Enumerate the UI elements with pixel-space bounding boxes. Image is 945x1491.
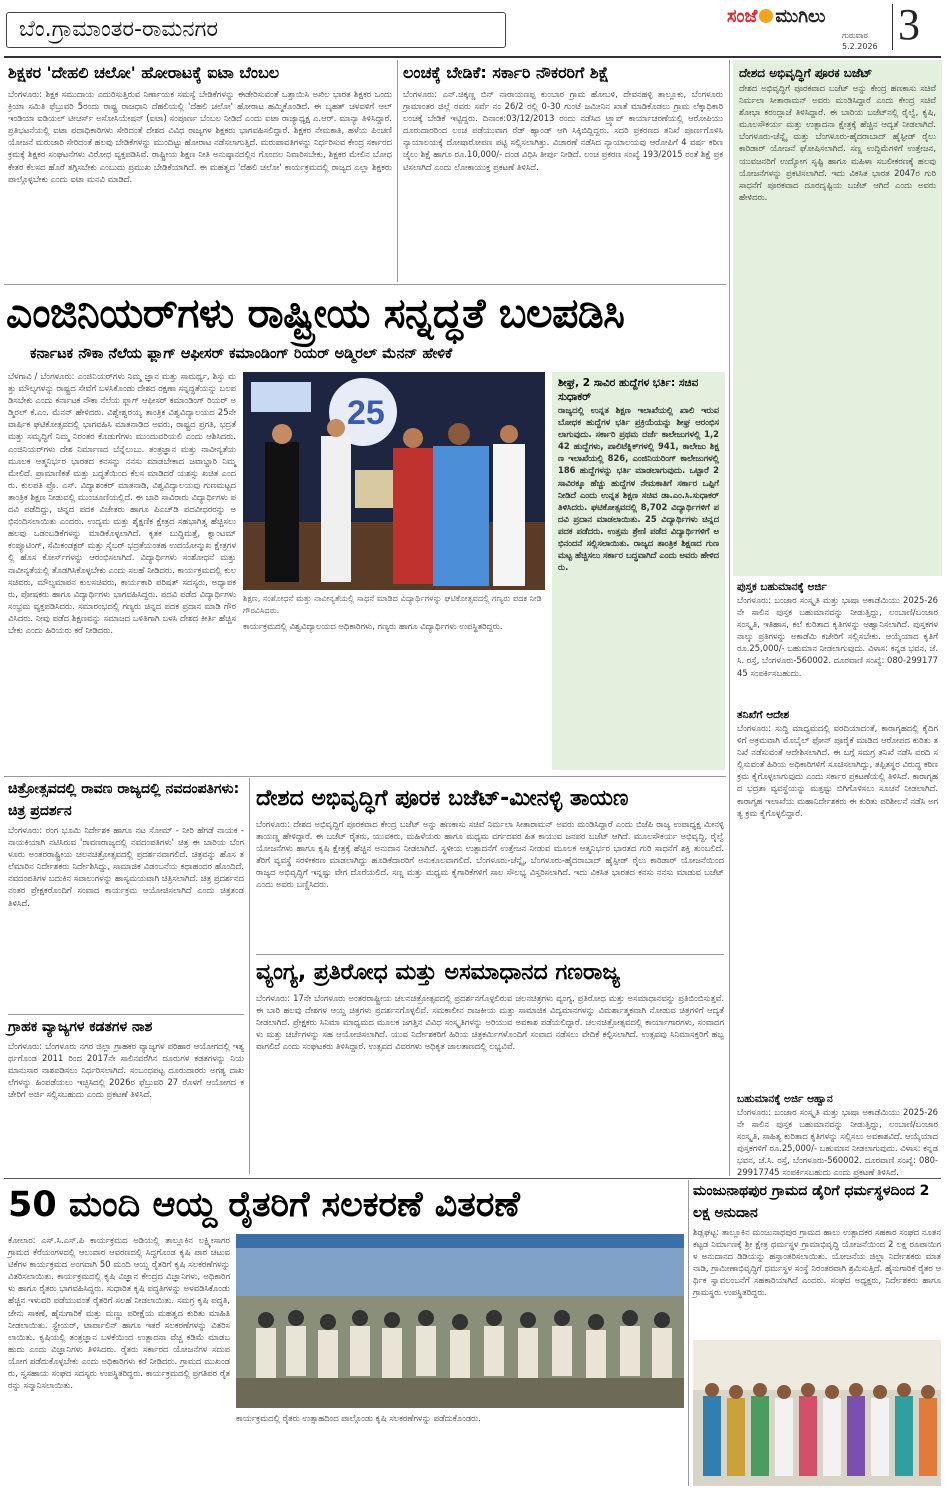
svg-text:25: 25: [347, 394, 385, 432]
a9-box: [733, 1092, 942, 1176]
sidebox-body: ರಾಜ್ಯದಲ್ಲಿ ಉನ್ನತ ಶಿಕ್ಷಣ ಇಲಾಖೆಯಲ್ಲಿ ಖಾಲಿ ಇರುವ ಬೋಧಕ ಹುದ್ದೆಗಳ ಭರ್ತಿ ಪ್ರಕ್ರಿಯೆಯನ್ನು ಶೀಘ್ರ ಆರಂಭಿಸಲಾಗುವುದು. ಸರ್ಕಾರಿ ಪ್ರಥಮ ದರ್ಜೆ ಕಾಲೇಜುಗಳಲ್ಲಿ 1,242 ಹುದ್ದೆಗಳು, ಪಾಲಿಟೆಕ್ನಿಕ್‌ಗಳಲ್ಲಿ 941, ಕಾಲೇಜು ಶಿಕ್ಷಣ ಇಲಾಖೆಯಲ್ಲಿ 826, ಎಂಜಿನಿಯರಿಂಗ್ ಕಾಲೇಜುಗಳಲ್ಲಿ 186 ಹುದ್ದೆಗಳನ್ನು ಭರ್ತಿ ಮಾಡಲಾಗುವುದು. ಒಟ್ಟಾರೆ 2 ಸಾವಿರಕ್ಕೂ ಹೆಚ್ಚು ಹುದ್ದೆಗಳ ನೇಮಕಾತಿಗೆ ಸರ್ಕಾರ ಒಪ್ಪಿಗೆ ನೀಡಿದೆ ಎಂದು ಉನ್ನತ ಶಿಕ್ಷಣ ಸಚಿವ ಡಾ.ಎಂ.ಸಿ.ಸುಧಾಕರ್ ತಿಳಿಸಿದರು. ಘಟಿಕೋತ್ಸವದಲ್ಲಿ 8,702 ವಿದ್ಯಾರ್ಥಿಗಳಿಗೆ ಪದವಿ ಪ್ರದಾನ ಮಾಡಲಾಯಿತು. 25 ವಿದ್ಯಾರ್ಥಿಗಳು ಚಿನ್ನದ ಪದಕ ಪಡೆದರು. ಉತ್ತಮ ಶ್ರೇಣಿ ಪಡೆದ ವಿದ್ಯಾರ್ಥಿಗಳಿಗೆ ಅಭಿನಂದನೆ ಸಲ್ಲಿಸಲಾಯಿತು. ರಾಜ್ಯದ ತಾಂತ್ರಿಕ ಶಿಕ್ಷಣದ ಗುಣಮಟ್ಟ ಹೆಚ್ಚಿಸಲು ಸರ್ಕಾರ ಬದ್ಧವಾಗಿದೆ ಎಂದು ಅವರು ಹೇಳಿದರು.: [558, 405, 719, 573]
sidebox-headline: ಶೀಘ್ರ, 2 ಸಾವಿರ ಹುದ್ದೆಗಳ ಭರ್ತಿ: ಸಚಿವ ಸುಧಾಕರ್: [558, 377, 699, 403]
a1-body: ಬೆಂಗಳೂರು: ಶಿಕ್ಷಕ ಸಮುದಾಯ ಎದುರಿಸುತ್ತಿರುವ ನಿರ್ಣಾಯಕ ಸಮಸ್ಯೆ ಬೇಡಿಕೆಗಳನ್ನು ಈಡೇರಿಸುವಂತೆ ಒತ್ತಾಯಿಸಿ ಅಖಿಲ ಭಾರತ ಶಿಕ್ಷಕರ ಒಂದು ಕ್ರಿಯಾ ಸಮಿತಿ ಫೆಬ್ರುವರಿ 5ರಂದು ರಾಷ್ಟ್ರ ರಾಜಧಾನಿ ದೆಹಲಿಯಲ್ಲಿ 'ದೆಹಲಿ ಚಲೋ' ಹೋರಾಟ ಹಮ್ಮಿಕೊಂಡಿದೆ. ಈ ಬೃಹತ್ ಚಳವಳಿಗೆ ಆಲ್ ಇಂಡಿಯಾ ಐಡಿಯಲ್ ಟೀಚರ್ಸ್ ಅಸೋಸಿಯೇಷನ್ (ಐಟಾ) ಸಂಪೂರ್ಣ ಬೆಂಬಲ ನೀಡಿದೆ ಎಂದು ಐಟಾ ರಾಜ್ಯಾಧ್ಯಕ್ಷ ಎ.ಆರ್. ಮಾನ್ಯಾ ತಿಳಿಸಿದ್ದಾರೆ. ಪ್ರತಿಭಟನೆಯಲ್ಲಿ ಐಟಾ ಪದಾಧಿಕಾರಿಗಳು ಸೇರಿದಂತೆ ದೇಶದ ವಿವಿಧ ರಾಜ್ಯಗಳ ಶಿಕ್ಷಕರು ಭಾಗವಹಿಸಲಿದ್ದಾರೆ. ಶಿಕ್ಷಕರ ನೇಮಕಾತಿ, ಹಳೆಯ ಪಿಂಚಣಿ ಯೋಜನೆ ಮರುಜಾರಿ ಸೇರಿದಂತೆ ಹಲವು ಬೇಡಿಕೆಗಳನ್ನು ಮುಂದಿಟ್ಟು ಹೋರಾಟ ನಡೆಸಲಾಗುತ್ತಿದೆ. ಮರುಪಾವತಿಗಳನ್ನು ನಿರ್ಧರಿಸುವ ಕೇಂದ್ರ ಸರ್ಕಾರದ ಕ್ರಮಕ್ಕೆ ಶಿಕ್ಷಕರ ಸಂಘಟನೆಗಳು ವಿರೋಧ ವ್ಯಕ್ತಪಡಿಸಿವೆ. ರಾಷ್ಟ್ರೀಯ ಶಿಕ್ಷಣ ನೀತಿ ಅನುಷ್ಠಾನದಲ್ಲಿನ ಗೊಂದಲ ನಿವಾರಿಸಬೇಕು, ಶಿಕ್ಷಕರ ಮೇಲಿನ ಬೋಧಕೇತರ ಕೆಲಸದ ಹೊರೆ ತಗ್ಗಿಸಬೇಕು ಎಂಬುದು ಪ್ರಮುಖ ಬೇಡಿಕೆಯಾಗಿದೆ. ಈ ಮಹತ್ವದ 'ದೆಹಲಿ ಚಲೋ' ಕಾರ್ಯಕ್ರಮದಲ್ಲಿ ರಾಜ್ಯದ ಎಲ್ಲಾ ಶಿಕ್ಷಕರು ಪಾಲ್ಗೊಳ್ಳಬೇಕು ಎಂದು ಐಟಾ ಮನವಿ ಮಾಡಿದೆ.: [8, 89, 392, 184]
farmers-group-photo: [236, 1234, 684, 1408]
rule-a8-a10: [256, 954, 724, 955]
a3-body: ದೇಶದ ಅಭಿವೃದ್ಧಿಗೆ ಪೂರಕವಾದ ಬಜೆಟ್ ಅನ್ನು ಕೇಂದ್ರ ಹಣಕಾಸು ಸಚಿವೆ ನಿರ್ಮಲಾ ಸೀತಾರಾಮನ್ ಅವರು ಮಂಡಿಸಿದ್ದಾರೆ ಎಂದು ಕೇಂದ್ರ ಸಚಿವೆ ಶೋಭಾ ಕರಂದ್ಲಾಜೆ ತಿಳಿಸಿದ್ದಾರೆ. ಈ ಬಾರಿಯ ಬಜೆಟ್‌ನಲ್ಲಿ ರೈಲ್ವೆ, ಕೃಷಿ, ಮೂಲಸೌಕರ್ಯ ಮತ್ತು ಉತ್ಪಾದನಾ ಕ್ಷೇತ್ರಕ್ಕೆ ಹೆಚ್ಚಿನ ಆದ್ಯತೆ ನೀಡಲಾಗಿದೆ. ಬೆಂಗಳೂರು-ಚೆನ್ನೈ ಮತ್ತು ಬೆಂಗಳೂರು-ಹೈದರಾಬಾದ್ ಹೈಸ್ಪೀಡ್ ರೈಲು ಕಾರಿಡಾರ್ ಯೋಜನೆ ಘೋಷಿಸಲಾಗಿದೆ. ಸಣ್ಣ ಉದ್ದಿಮೆಗಳಿಗೆ ಉತ್ತೇಜನ, ಯುವಜನರಿಗೆ ಉದ್ಯೋಗ ಸೃಷ್ಟಿ ಹಾಗೂ ಮಹಿಳಾ ಸಬಲೀಕರಣಕ್ಕೆ ಹಲವು ಯೋಜನೆಗಳನ್ನು ಪ್ರಕಟಿಸಲಾಗಿದೆ. ಇದು ವಿಕಸಿತ ಭಾರತ 2047ರ ಗುರಿ ಸಾಧನೆಗೆ ಪೂರಕವಾದ ದೂರದೃಷ್ಟಿಯ ಬಜೆಟ್ ಆಗಿದೆ ಎಂದು ಅವರು ಹೇಳಿದರು.: [739, 83, 936, 202]
rule-band2-left: [249, 778, 250, 1174]
a11-body-col2: ಕಾರ್ಯಕ್ರಮದಲ್ಲಿ ರೈತರು ಉತ್ಸಾಹದಿಂದ ಪಾಲ್ಗೊಂಡು ಕೃಷಿ ಸಲಕರಣೆಗಳನ್ನು ಪಡೆದುಕೊಂಡರು.: [236, 1413, 481, 1423]
lead-subheadline: ಕರ್ನಾಟಕ ನೌಕಾ ನೆಲೆಯ ಫ್ಲಾಗ್ ಆಫೀಸರ್ ಕಮಾಂಡಿಂಗ್ ರಿಯರ್ ಅಡ್ಮಿರಲ್ ಮೆನನ್ ಹೇಳಿಕೆ: [30, 346, 453, 362]
a4-body: ಬೆಂಗಳೂರು: ಬಂಜಾರ ಸಂಸ್ಕೃತಿ ಮತ್ತು ಭಾಷಾ ಅಕಾಡೆಮಿಯು 2025-26ನೇ ಸಾಲಿನ ಪುಸ್ತಕ ಬಹುಮಾನವನ್ನು ನೀಡುತ್ತಿದ್ದು, ಲಂಬಾಣಿ/ಬಂಜಾರ ಸಂಸ್ಕೃತಿ, ಇತಿಹಾಸ, ಕಲೆ ಕುರಿತಾದ ಕೃತಿಗಳನ್ನು ಆಹ್ವಾನಿಸಲಾಗಿದೆ. ಪುಸ್ತಕಗಳ ನಾಲ್ಕು ಪ್ರತಿಗಳನ್ನು ಅಕಾಡೆಮಿ ಕಚೇರಿಗೆ ಸಲ್ಲಿಸಬೇಕು. ಆಯ್ಕೆಯಾದ ಕೃತಿಗೆ ರೂ.25,000/- ಬಹುಮಾನ ನೀಡಲಾಗುವುದು. ವಿಳಾಸ: ಕನ್ನಡ ಭವನ, ಜೆ.ಸಿ. ರಸ್ತೆ, ಬೆಂಗಳೂರು-560002. ದೂರವಾಣಿ ಸಂಖ್ಯೆ: 080-29917745 ಸಂಪರ್ಕಿಸಬಹುದು.: [737, 595, 938, 678]
a11-headline: 50 ಮಂದಿ ಆಯ್ದ ರೈತರಿಗೆ ಸಲಕರಣೆ ವಿತರಣೆ: [8, 1185, 520, 1225]
issue-date: 5.2.2026: [842, 42, 878, 51]
rule-above-band2: [4, 776, 726, 777]
dairy-grant-photo: [693, 1340, 941, 1486]
a8-body: ಬೆಂಗಳೂರು: ದೇಶದ ಅಭಿವೃದ್ಧಿಗೆ ಪೂರಕವಾದ ಕೇಂದ್ರ ಬಜೆಟ್ ಅನ್ನು ಹಣಕಾಸು ಸಚಿವೆ ನಿರ್ಮಲಾ ಸೀತಾರಾಮನ್ ಅವರು ಮಂಡಿಸಿದ್ದಾರೆ ಎಂದು ಬಿಜೆಪಿ ರಾಜ್ಯ ಉಪಾಧ್ಯಕ್ಷ ಮೀನಳ್ಳಿ ತಾಯಣ್ಣ ಹೇಳಿದ್ದಾರೆ. ಈ ಬಜೆಟ್ ರೈತರು, ಯುವಕರು, ಮಹಿಳೆಯರು ಹಾಗೂ ಮಧ್ಯಮ ವರ್ಗದವರ ಹಿತ ಕಾಯುವ ಜನಪರ ಬಜೆಟ್ ಆಗಿದೆ. ಮೂಲಸೌಕರ್ಯ ಅಭಿವೃದ್ಧಿ, ರೈಲ್ವೆ ಯೋಜನೆಗಳು ಹಾಗೂ ಕೃಷಿ ಕ್ಷೇತ್ರಕ್ಕೆ ಹೆಚ್ಚಿನ ಅನುದಾನ ನೀಡಲಾಗಿದೆ. ಸ್ಥಳೀಯ ಉತ್ಪಾದನೆಗೆ ಉತ್ತೇಜನ ನೀಡುವ ಮೂಲಕ ಆತ್ಮನಿರ್ಭರ ಭಾರತದ ಗುರಿ ಸಾಧನೆಗೆ ಶಕ್ತಿ ತುಂಬಲಿದೆ. ತೆರಿಗೆ ವ್ಯವಸ್ಥೆ ಸರಳೀಕರಣ ಮಾಡಲಾಗಿದ್ದು ಹೂಡಿಕೆದಾರರಿಗೆ ಅನುಕೂಲವಾಗಲಿದೆ. ಬೆಂಗಳೂರು-ಚೆನ್ನೈ, ಬೆಂಗಳೂರು-ಹೈದರಾಬಾದ್ ಹೈಸ್ಪೀಡ್ ರೈಲು ಕಾರಿಡಾರ್ ಯೋಜನೆಯಿಂದ ರಾಜ್ಯದ ಅಭಿವೃದ್ಧಿಗೆ ಇನ್ನಷ್ಟು ವೇಗ ದೊರೆಯಲಿದೆ. ಸಣ್ಣ ಮತ್ತು ಮಧ್ಯಮ ಕೈಗಾರಿಕೆಗಳಿಗೆ ಸಾಲ ಸೌಲಭ್ಯ ವಿಸ್ತರಿಸಲಾಗಿದೆ. ಇದು ವಿಕಸಿತ ಭಾರತದ ಕನಸು ನನಸು ಮಾಡುವ ಬಜೆಟ್ ಎಂದು ಅವರು ಬಣ್ಣಿಸಿದರು.: [256, 819, 724, 890]
rule-a1-a2: [397, 60, 398, 282]
masthead-rule: [4, 56, 941, 58]
a10-body: ಬೆಂಗಳೂರು: 17ನೇ ಬೆಂಗಳೂರು ಅಂತರರಾಷ್ಟ್ರೀಯ ಚಲನಚಿತ್ರೋತ್ಸವದಲ್ಲಿ ಪ್ರದರ್ಶನಗೊಳ್ಳಲಿರುವ ಚಲನಚಿತ್ರಗಳು ವ್ಯಂಗ್ಯ, ಪ್ರತಿರೋಧ ಮತ್ತು ಅಸಮಾಧಾನವನ್ನು ಪ್ರತಿಬಿಂಬಿಸುತ್ತವೆ. ಈ ಬಾರಿ ಹಲವು ದೇಶಗಳ ಆಯ್ದ ಚಿತ್ರಗಳು ಪ್ರದರ್ಶನಗೊಳ್ಳಲಿವೆ. ಸಮಕಾಲೀನ ರಾಜಕೀಯ ಮತ್ತು ಸಾಮಾಜಿಕ ವಿದ್ಯಮಾನಗಳನ್ನು ವಿಮರ್ಶಾತ್ಮಕವಾಗಿ ನೋಡುವ ಚಿತ್ರಗಳಿಗೆ ಆದ್ಯತೆ ನೀಡಲಾಗಿದೆ. ಪ್ರೇಕ್ಷಕರು ಸಿನಿಮಾ ಮಾಧ್ಯಮದ ಮೂಲಕ ಜಗತ್ತಿನ ವಿವಿಧ ಸಂಸ್ಕೃತಿಗಳನ್ನು ಅರಿಯುವ ಅವಕಾಶ ಪಡೆಯಲಿದ್ದಾರೆ. ಚಲನಚಿತ್ರೋತ್ಸವದಲ್ಲಿ ಕಾರ್ಯಾಗಾರಗಳು, ಸಂವಾದಗಳು ಮತ್ತು ಚರ್ಚೆಗಳನ್ನು ಸಹ ಆಯೋಜಿಸಲಾಗಿದೆ. ಯುವ ನಿರ್ದೇಶಕರಿಗೆ ಹಿರಿಯ ಚಿತ್ರಕರ್ಮಿಗಳೊಂದಿಗೆ ಸಂವಾದ ನಡೆಸಲು ವೇದಿಕೆ ಕಲ್ಪಿಸಲಾಗಿದೆ. ಉತ್ಸವವು ಸಿನಿಮಾಸಕ್ತರಿಗೆ ಹಬ್ಬವಾಗಲಿದೆ ಎಂದು ಸಂಘಟಕರು ತಿಳಿಸಿದ್ದಾರೆ. ಉತ್ಸವದ ವಿವರಗಳು ಅಧಿಕೃತ ಜಾಲತಾಣದಲ್ಲಿ ಲಭ್ಯವಿವೆ.: [256, 993, 724, 1052]
a6-body: ಬೆಂಗಳೂರು: ರಂಗ ಭೂಮಿ ನಿರ್ದೇಶಕ ಹಾಗೂ ನಟ ಸೋಮ್ - ನೀರಿ ಹೆಗಡೆ ನಾಯಕ - ನಾಯಕಿಯಾಗಿ ನಟಿಸಿರುವ 'ರಾವಣರಾಜ್ಯದಲ್ಲಿ ನವದಂಪತಿಗಳು' ಚಿತ್ರ ಈ ಬಾರಿಯ ಬೆಂಗಳೂರು ಅಂತರರಾಷ್ಟ್ರೀಯ ಚಲನಚಿತ್ರೋತ್ಸವದಲ್ಲಿ ಪ್ರದರ್ಶನವಾಗಲಿದೆ. ಚಿತ್ರವನ್ನು ಹೊಸ ತಲೆಮಾರಿನ ನಿರ್ದೇಶಕರು ನಿರ್ದೇಶಿಸಿದ್ದು, ಸಾಮಾಜಿಕ ವಿಡಂಬನೆಯ ಕಥಾಹಂದರ ಹೊಂದಿದೆ. ನವದಂಪತಿಗಳ ಬದುಕಿನ ಸವಾಲುಗಳನ್ನು ಹಾಸ್ಯಮಯವಾಗಿ ಚಿತ್ರಿಸಲಾಗಿದೆ. ಚಿತ್ರ ಪ್ರದರ್ಶನದ ನಂತರ ಪ್ರೇಕ್ಷಕರೊಂದಿಗೆ ಸಂವಾದ ಕಾರ್ಯಕ್ರಮ ಆಯೋಜಿಸಲಾಗಿದೆ ಎಂದು ಚಿತ್ರತಂಡ ತಿಳಿಸಿದೆ.: [8, 825, 244, 908]
a7-headline: ಗ್ರಾಹಕ ವ್ಯಾಜ್ಯಗಳ ಕಡತಗಳ ನಾಶ: [8, 1019, 153, 1035]
a10-headline: ವ್ಯಂಗ್ಯ, ಪ್ರತಿರೋಧ ಮತ್ತು ಅಸಮಾಧಾನದ ಗಣರಾಜ್ಯ: [256, 960, 621, 985]
a5-box: [733, 708, 942, 1088]
farmers-group-photo-graphic: [236, 1234, 684, 1408]
a7-body: ಬೆಂಗಳೂರು: ಬೆಂಗಳೂರು ನಗರ ಜಿಲ್ಲಾ ಗ್ರಾಹಕರ ವ್ಯಾಜ್ಯಗಳ ಪರಿಹಾರ ಆಯೋಗದಲ್ಲಿ ಇತ್ಯರ್ಥಗೊಂಡ 2011 ರಿಂದ 2017ನೇ ಸಾಲಿನವರೆಗಿನ ದೂರುಗಳ ಕಡತಗಳನ್ನು ನಿಯಮಾನುಸಾರ ನಾಶಪಡಿಸಲು ನಿರ್ಧರಿಸಲಾಗಿದೆ. ಸಂಬಂಧಪಟ್ಟ ದೂರುದಾರರು ಅಗತ್ಯ ದಾಖಲೆಗಳನ್ನು ಹಿಂಪಡೆಯಲು ಇಚ್ಛಿಸಿದಲ್ಲಿ 2026ರ ಫೆಬ್ರುವರಿ 27 ರೊಳಗೆ ಆಯೋಗದ ಕಚೇರಿಗೆ ಅರ್ಜಿ ಸಲ್ಲಿಸಬಹುದು ಎಂದು ಪ್ರಕಟಣೆ ತಿಳಿಸಿದೆ.: [8, 1041, 244, 1100]
a2-body: ಬೆಂಗಳೂರು: ಎನ್.ಚಿಕ್ಕಣ್ಣ ಬಿನ್ ನಾರಾಯಣಪ್ಪ ಕುಂಬಾರ ಗ್ರಾಮ ಹೋಬಳಿ, ದೇವನಹಳ್ಳಿ ತಾಲ್ಲೂಕು, ಬೆಂಗಳೂರು ಗ್ರಾಮಾಂತರ ಜಿಲ್ಲೆ ರವರು ಸರ್ವೆ ನಂ 26/2 ರಲ್ಲಿ 0-30 ಗುಂಟೆ ಜಮೀನಿನ ಖಾತೆ ಮಾಡಿಕೊಡಲು ಗ್ರಾಮ ಲೆಕ್ಕಾಧಿಕಾರಿ ಲಂಚಕ್ಕೆ ಬೇಡಿಕೆ ಇಟ್ಟಿದ್ದರು. ದಿನಾಂಕ:03/12/2013 ರಂದು ನಡೆಸಿದ ಟ್ರ್ಯಾಪ್ ಕಾರ್ಯಾಚರಣೆಯಲ್ಲಿ ಆರೋಪಿಯು ದೂರುದಾರರಿಂದ ಲಂಚ ಪಡೆಯುವಾಗ ರೆಡ್ ಹ್ಯಾಂಡ್ ಆಗಿ ಸಿಕ್ಕಿಬಿದ್ದಿದ್ದರು. ಸದರಿ ಪ್ರಕರಣದ ತನಿಖೆ ಪೂರ್ಣಗೊಳಿಸಿ ನ್ಯಾಯಾಲಯಕ್ಕೆ ದೋಷಾರೋಪಣ ಪಟ್ಟಿ ಸಲ್ಲಿಸಲಾಗಿತ್ತು. ವಿಚಾರಣೆ ನಡೆಸಿದ ನ್ಯಾಯಾಲಯವು ಆರೋಪಿಗೆ 4 ವರ್ಷ ಕಠಿಣ ಜೈಲು ಶಿಕ್ಷೆ ಹಾಗೂ ರೂ.10,000/- ದಂಡ ವಿಧಿಸಿ ತೀರ್ಪು ನೀಡಿದೆ. ಲಂಚ ಪ್ರಕರಣ ಸಂಖ್ಯೆ 193/2015 ರಂತೆ ಶಿಕ್ಷೆ ಪ್ರಕಟಿಸಲಾಗಿದೆ ಎಂದು ಲೋಕಾಯುಕ್ತ ಪ್ರಕಟಣೆ ತಿಳಿಸಿದೆ.: [403, 89, 723, 172]
lead-headline: ಎಂಜಿನಿಯರ್‌ಗಳು ರಾಷ್ಟ್ರೀಯ ಸನ್ನದ್ಧತೆ ಬಲಪಡಿಸಿ: [6, 289, 625, 337]
brand-sun-icon: [759, 9, 773, 23]
lead-body-col1: [8, 370, 236, 770]
masthead: [0, 0, 945, 58]
section-title: ಬೆಂ.ಗ್ರಾಮಾಂತರ-ರಾಮನಗರ: [19, 17, 219, 42]
brand-part-1: ಸಂಜೆ: [727, 6, 758, 27]
page-number-divider: [892, 4, 893, 50]
a8-headline: ದೇಶದ ಅಭಿವೃದ್ಧಿಗೆ ಪೂರಕ ಬಜೆಟ್-ಮೀನಳ್ಳಿ ತಾಯಣ: [256, 786, 629, 811]
issue-day: ಗುರುವಾರ: [842, 31, 868, 40]
convocation-photo: [243, 372, 545, 590]
a11-body-col1: [8, 1234, 230, 1486]
a9-body: ಬೆಂಗಳೂರು: ಬಂಜಾರ ಸಂಸ್ಕೃತಿ ಮತ್ತು ಭಾಷಾ ಅಕಾಡೆಮಿಯು 2025-26ನೇ ಸಾಲಿನ ಪುಸ್ತಕ ಬಹುಮಾನವನ್ನು ನೀಡುತ್ತಿದ್ದು, ಲಂಬಾಣಿ/ಬಂಜಾರ ಸಂಸ್ಕೃತಿ, ಸಾಹಿತ್ಯ ಕುರಿತಾದ ಕೃತಿಗಳನ್ನು ಸಲ್ಲಿಸಲು ಅವಕಾಶವಿದೆ. ಆಯ್ಕೆಯಾದ ಪುಸ್ತಕಗಳಿಗೆ ರೂ.25,000/- ಬಹುಮಾನ ನೀಡಲಾಗುವುದು. ವಿಳಾಸ: ಕನ್ನಡ ಭವನ, ಜೆ.ಸಿ. ರಸ್ತೆ, ಬೆಂಗಳೂರು-560002. ದೂರವಾಣಿ ಸಂಖ್ಯೆ: 080-29917745 ಸಂಪರ್ಕಿಸಬಹುದು ಎಂದು ಪ್ರಕಟಣೆ ತಿಳಿಸಿದೆ.: [737, 1107, 938, 1178]
a12-body: ಶಿಡ್ಲಘಟ್ಟ: ತಾಲ್ಲೂಕಿನ ಮಂಜುನಾಥಪುರ ಗ್ರಾಮದ ಹಾಲು ಉತ್ಪಾದಕರ ಸಹಕಾರ ಸಂಘದ ನೂತನ ಕಟ್ಟಡ ನಿರ್ಮಾಣಕ್ಕೆ ಶ್ರೀ ಕ್ಷೇತ್ರ ಧರ್ಮಸ್ಥಳ ಗ್ರಾಮಾಭಿವೃದ್ಧಿ ಯೋಜನೆಯಿಂದ 2 ಲಕ್ಷ ರೂಪಾಯಿಗಳ ಅನುದಾನದ ಡಿಡಿಯನ್ನು ಹಸ್ತಾಂತರಿಸಲಾಯಿತು. ಯೋಜನೆಯ ಜಿಲ್ಲಾ ನಿರ್ದೇಶಕರು ಮಾತನಾಡಿ, ಗ್ರಾಮೀಣಾಭಿವೃದ್ಧಿಗೆ ಧರ್ಮಸ್ಥಳ ಸಂಸ್ಥೆ ನಿರಂತರವಾಗಿ ಶ್ರಮಿಸುತ್ತಿದೆ. ಹೈನುಗಾರಿಕೆ ರೈತರ ಆರ್ಥಿಕ ಸ್ವಾವಲಂಬನೆಗೆ ಸಹಕಾರಿಯಾಗಿದೆ ಎಂದರು. ಸಂಘದ ಅಧ್ಯಕ್ಷರು, ನಿರ್ದೇಶಕರು ಹಾಗೂ ಗ್ರಾಮಸ್ಥರು ಉಪಸ್ಥಿತರಿದ್ದರು.: [693, 1227, 941, 1298]
a9-subheadline: ಬಹುಮಾನಕ್ಕೆ ಅರ್ಜಿ ಆಹ್ವಾನ: [737, 1093, 833, 1105]
a1-headline: ಶಿಕ್ಷಕರ 'ದೇಹಲಿ ಚಲೋ' ಹೋರಾಟಕ್ಕೆ ಐಟಾ ಬೆಂಬಲ: [8, 63, 280, 82]
lead-body-col2: ಕಾರ್ಯಕ್ರಮದಲ್ಲಿ ವಿಶ್ವವಿದ್ಯಾಲಯದ ಅಧಿಕಾರಿಗಳು, ಗಣ್ಯರು ಹಾಗೂ ವಿದ್ಯಾರ್ಥಿಗಳು ಉಪಸ್ಥಿತರಿದ್ದರು.: [243, 621, 503, 631]
brand-part-2: ಮುಗಿಲು: [775, 6, 826, 27]
a11-body: ಕೋಲಾರ: ಎಸ್.ಸಿ.ಎಸ್.ಪಿ ಕಾರ್ಯಕ್ರಮದ ಅಡಿಯಲ್ಲಿ ತಾಲ್ಲೂಕಿನ ಲಕ್ಷ್ಮೀಸಾಗರ ಗ್ರಾಮದ ಕೆರೆಯಂಗಳದಲ್ಲಿ ಆಲುವಾರ ಆವರಣದಲ್ಲಿ ಸಿದ್ಧಗೊಂಡ ಕೃಷಿ ಪಾಠ ಚಟುವಟಿಕೆಗಳ ಕಾರ್ಯಕ್ರಮದ ಅಂಗವಾಗಿ 50 ಮಂದಿ ಆಯ್ದ ರೈತರಿಗೆ ಕೃಷಿ ಸಲಕರಣೆಗಳನ್ನು ವಿತರಿಸಲಾಯಿತು. ಕಾರ್ಯಕ್ರಮದಲ್ಲಿ ಕೃಷಿ ವಿಜ್ಞಾನ ಕೇಂದ್ರದ ವಿಜ್ಞಾನಿಗಳು, ಅಧಿಕಾರಿಗಳು ಹಾಗೂ ರೈತರು ಭಾಗವಹಿಸಿದ್ದರು. ಸುಧಾರಿತ ಕೃಷಿ ಪದ್ಧತಿಗಳನ್ನು ಅಳವಡಿಸಿಕೊಂಡು ಹೆಚ್ಚಿನ ಇಳುವರಿ ಪಡೆಯುವಂತೆ ರೈತರಿಗೆ ಸಲಹೆ ನೀಡಲಾಯಿತು. ಸಮಗ್ರ ಕೃಷಿ ಪದ್ಧತಿ, ಜೇನು ಸಾಕಣೆ, ಹೈನುಗಾರಿಕೆ ಮತ್ತು ಮಣ್ಣು ಪರೀಕ್ಷೆಯ ಮಹತ್ವದ ಕುರಿತು ಮಾಹಿತಿ ನೀಡಲಾಯಿತು. ಸ್ಪ್ರೇಯರ್, ಟಾರ್ಪಾಲಿನ್ ಹಾಗೂ ಇತರೆ ಸಲಕರಣೆಗಳನ್ನು ವಿತರಿಸಲಾಯಿತು. ಕೃಷಿಯಲ್ಲಿ ತಂತ್ರಜ್ಞಾನ ಬಳಕೆಯಿಂದ ಉತ್ಪಾದನಾ ವೆಚ್ಚ ಕಡಿಮೆ ಮಾಡಬಹುದು ಎಂದು ವಿಜ್ಞಾನಿಗಳು ತಿಳಿಸಿದರು. ರೈತರು ಸರ್ಕಾರದ ಯೋಜನೆಗಳ ಸದುಪಯೋಗ ಪಡೆದುಕೊಳ್ಳಬೇಕು ಎಂದು ಅಧಿಕಾರಿಗಳು ಕರೆ ನೀಡಿದರು. ಗ್ರಾಮದ ಮುಖಂಡರು, ಸ್ವಸಹಾಯ ಸಂಘದ ಸದಸ್ಯರು ಉಪಸ್ಥಿತರಿದ್ದರು. ಕಾರ್ಯಕ್ರಮದಲ್ಲಿ ಪ್ರಗತಿಪರ ರೈತರನ್ನು ಸನ್ಮಾನಿಸಲಾಯಿತು.: [8, 1235, 230, 1391]
a2-headline: ಲಂಚಕ್ಕೆ ಬೇಡಿಕೆ: ಸರ್ಕಾರಿ ನೌಕರರಿಗೆ ಶಿಕ್ಷೆ: [403, 63, 609, 82]
a12-headline: ಮಂಜುನಾಥಪುರ ಗ್ರಾಮದ ಡೈರಿಗೆ ಧರ್ಮಸ್ಥಳದಿಂದ 2 ಲಕ್ಷ ಅನುದಾನ: [693, 1183, 930, 1221]
a3-box: [733, 60, 942, 576]
convocation-photo-graphic: [243, 372, 545, 590]
page-number: 3: [898, 0, 920, 49]
lead-photo-caption: ಶಿಕ್ಷಣ, ಸಂಶೋಧನೆ ಮತ್ತು ನಾವೀನ್ಯತೆಯಲ್ಲಿ ಸಾಧನೆ ಮಾಡಿದ ವಿದ್ಯಾರ್ಥಿಗಳನ್ನು ಘಟಿಕೋತ್ಸವದಲ್ಲಿ ಗಣ್ಯರು ಪದಕ ನೀಡಿ ಗೌರವಿಸಿದರು.: [243, 593, 542, 615]
rule-a11-a12: [688, 1180, 689, 1486]
dairy-grant-photo-graphic: [693, 1340, 941, 1486]
a3-headline: ದೇಶದ ಅಭಿವೃದ್ಧಿಗೆ ಪೂರಕ ಬಜೆಟ್: [739, 66, 873, 80]
a4-box: [733, 580, 942, 704]
rule-above-bottom: [4, 1178, 941, 1179]
brand-logo: [727, 6, 897, 32]
a4-subheadline: ಪುಸ್ತಕ ಬಹುಮಾನಕ್ಕೆ ಅರ್ಜಿ: [737, 581, 827, 593]
a6-headline: ಚಿತ್ರೋತ್ಸವದಲ್ಲಿ ರಾವಣ ರಾಜ್ಯದಲ್ಲಿ ನವದಂಪತಿಗಳು: ಚಿತ್ರ ಪ್ರದರ್ಶನ: [8, 781, 240, 819]
a5-body: ಬೆಂಗಳೂರು: ಸುದ್ದಿ ಮಾಧ್ಯಮದಲ್ಲಿ ವರದಿಯಾದಂತೆ, ಕಾರಾಗೃಹದಲ್ಲಿ ಕೈದಿಗಳಿಗೆ ಅಕ್ರಮವಾಗಿ ಮೊಬೈಲ್ ಫೋನ್ ಪೂರೈಕೆ ಮಾಡಿದ ಆರೋಪದ ಕುರಿತು ತನಿಖೆ ನಡೆಸುವಂತೆ ಆದೇಶಿಸಲಾಗಿದೆ. ಈ ಬಗ್ಗೆ ಸಮಗ್ರ ತನಿಖೆ ನಡೆಸಿ ವರದಿ ಸಲ್ಲಿಸುವಂತೆ ಹಿರಿಯ ಅಧಿಕಾರಿಗಳಿಗೆ ಸೂಚಿಸಲಾಗಿದ್ದು, ತಪ್ಪಿತಸ್ಥರ ವಿರುದ್ಧ ಕಠಿಣ ಕ್ರಮ ಕೈಗೊಳ್ಳಲಾಗುವುದು ಎಂದು ಸರ್ಕಾರ ಪ್ರಕಟಣೆಯಲ್ಲಿ ತಿಳಿಸಿದೆ. ಕಾರಾಗೃಹದ ಭದ್ರತಾ ವ್ಯವಸ್ಥೆಯನ್ನು ಮತ್ತಷ್ಟು ಬಿಗಿಗೊಳಿಸಲು ಸೂಚನೆ ನೀಡಲಾಗಿದೆ. ಕಾರಾಗೃಹ ಇಲಾಖೆಯ ಮಹಾನಿರ್ದೇಶಕರು ಈ ಕುರಿತು ಪರಿಶೀಲನೆ ನಡೆಸಿ ಅಗತ್ಯ ಕ್ರಮ ಕೈಗೊಳ್ಳಲಿದ್ದಾರೆ.: [737, 723, 938, 818]
a5-subheadline: ತನಿಖೆಗೆ ಆದೇಶ: [737, 709, 790, 721]
rule-a6-a7: [8, 1014, 244, 1015]
lead-body: ಬೆಳಗಾವಿ / ಬೆಂಗಳೂರು: ಎಂಜಿನಿಯರ್‌ಗಳು ನಿಮ್ಮ ಜ್ಞಾನ ಮತ್ತು ಸಾಮರ್ಥ್ಯ, ಶಿಸ್ತು ಮತ್ತು ಮೌಲ್ಯಗಳನ್ನು ರಾಷ್ಟ್ರದ ಸೇವೆಗೆ ಬಳಸಿಕೊಂಡು ದೇಶದ ರಕ್ಷಣಾ ಸನ್ನದ್ಧತೆಯನ್ನು ಬಲಪಡಿಸಬೇಕು ಎಂದು ಕರ್ನಾಟಕ ನೌಕಾ ನೆಲೆಯ ಫ್ಲಾಗ್ ಆಫೀಸರ್ ಕಮಾಂಡಿಂಗ್ ರಿಯರ್ ಅಡ್ಮಿರಲ್ ಕೆ.ಎಂ. ಮೆನನ್ ಹೇಳಿದರು. ವಿಶ್ವೇಶ್ವರಯ್ಯ ತಾಂತ್ರಿಕ ವಿಶ್ವವಿದ್ಯಾಲಯದ 25ನೇ ವಾರ್ಷಿಕ ಘಟಿಕೋತ್ಸವದಲ್ಲಿ ಭಾಗವಹಿಸಿ ಮಾತನಾಡಿದ ಅವರು, ರಾಷ್ಟ್ರದ ಪ್ರಗತಿ, ಭದ್ರತೆ ಮತ್ತು ಸಮೃದ್ಧಿಗೆ ನಿಮ್ಮ ನಿರಂತರ ಕೊಡುಗೆಗಳು ಮುಂದುವರಿಯಲಿ ಎಂದು ಆಶಿಸಿದರು. ಎಂಜಿನಿಯರ್‌ಗಳು ದೇಶ ನಿರ್ಮಾಣದ ಬೆನ್ನೆಲುಬು. ತಂತ್ರಜ್ಞಾನ ಮತ್ತು ನಾವೀನ್ಯತೆಯ ಮೂಲಕ ಆತ್ಮನಿರ್ಭರ ಭಾರತದ ಕನಸನ್ನು ನನಸು ಮಾಡಬೇಕಾದ ಜವಾಬ್ದಾರಿ ನಿಮ್ಮ ಮೇಲಿದೆ. ಪ್ರಾಮಾಣಿಕತೆ ಮತ್ತು ಬದ್ಧತೆಯಿಂದ ಕೆಲಸ ಮಾಡಿದರೆ ಯಶಸ್ಸು ಖಚಿತ ಎಂದರು. ಕುಲಪತಿ ಪ್ರೊ. ಎಸ್. ವಿದ್ಯಾಶಂಕರ್ ಮಾತನಾಡಿ, ವಿಶ್ವವಿದ್ಯಾಲಯವು ಗುಣಮಟ್ಟದ ತಾಂತ್ರಿಕ ಶಿಕ್ಷಣ ನೀಡುವಲ್ಲಿ ಮುಂಚೂಣಿಯಲ್ಲಿದೆ. ಈ ಬಾರಿ ಸಾವಿರಾರು ವಿದ್ಯಾರ್ಥಿಗಳು ಪದವಿ ಪಡೆದಿದ್ದು, ಚಿನ್ನದ ಪದಕ ವಿಜೇತರು ಹಾಗೂ ಪಿಎಚ್‌ಡಿ ಪದವೀಧರರನ್ನು ಅಭಿನಂದಿಸಲಾಯಿತು ಎಂದರು. ಉದ್ಯಮ ಮತ್ತು ಶೈಕ್ಷಣಿಕ ಕ್ಷೇತ್ರದ ಸಹಭಾಗಿತ್ವ ಹೆಚ್ಚಿಸಲು ಹಲವು ಒಡಂಬಡಿಕೆಗಳನ್ನು ಮಾಡಿಕೊಳ್ಳಲಾಗಿದೆ. ಕೃತಕ ಬುದ್ಧಿಮತ್ತೆ, ಕ್ವಾಂಟಮ್ ಕಂಪ್ಯೂಟಿಂಗ್, ಸೆಮಿಕಂಡಕ್ಟರ್ ಮತ್ತು ಸೈಬರ್ ಭದ್ರತೆಯಂತಹ ಉದಯೋನ್ಮುಖ ಕ್ಷೇತ್ರಗಳಲ್ಲಿ ಹೊಸ ಕೋರ್ಸ್‌ಗಳನ್ನು ಆರಂಭಿಸಲಾಗಿದೆ. ವಿದ್ಯಾರ್ಥಿಗಳು ಸಂಶೋಧನೆ ಮತ್ತು ನಾವೀನ್ಯತೆಯಲ್ಲಿ ತೊಡಗಿಸಿಕೊಳ್ಳಬೇಕು ಎಂದು ಸಲಹೆ ನೀಡಿದರು. ಕಾರ್ಯಕ್ರಮದಲ್ಲಿ ಕುಲಸಚಿವರು, ಮೌಲ್ಯಮಾಪನ ಕುಲಸಚಿವರು, ಕಾರ್ಯಕಾರಿ ಪರಿಷತ್ ಸದಸ್ಯರು, ಅಧ್ಯಾಪಕರು, ಪೋಷಕರು ಹಾಗೂ ವಿದ್ಯಾರ್ಥಿಗಳು ಭಾಗವಹಿಸಿದ್ದರು. ಪದವಿ ಪಡೆದ ವಿದ್ಯಾರ್ಥಿಗಳು ಸಂಭ್ರಮ ವ್ಯಕ್ತಪಡಿಸಿದರು. ಸಮಾರಂಭದಲ್ಲಿ ಗಣ್ಯರು ಚಿನ್ನದ ಪದಕ ಪ್ರದಾನ ಮಾಡಿ ಗೌರವಿಸಿದರು. ನೀವು ಪಡೆದ ಶಿಕ್ಷಣವನ್ನು ಸಮಾಜದ ಒಳಿತಿಗಾಗಿ ಬಳಸಿ ದೇಶದ ಕೀರ್ತಿ ಹೆಚ್ಚಿಸಬೇಕು ಎಂದು ಹಿರಿಯರು ಕರೆ ನೀಡಿದರು.: [8, 371, 236, 635]
rule-left-right-col: [729, 60, 730, 1176]
lead-sidebox: [552, 372, 725, 770]
section-title-box: [6, 12, 506, 48]
